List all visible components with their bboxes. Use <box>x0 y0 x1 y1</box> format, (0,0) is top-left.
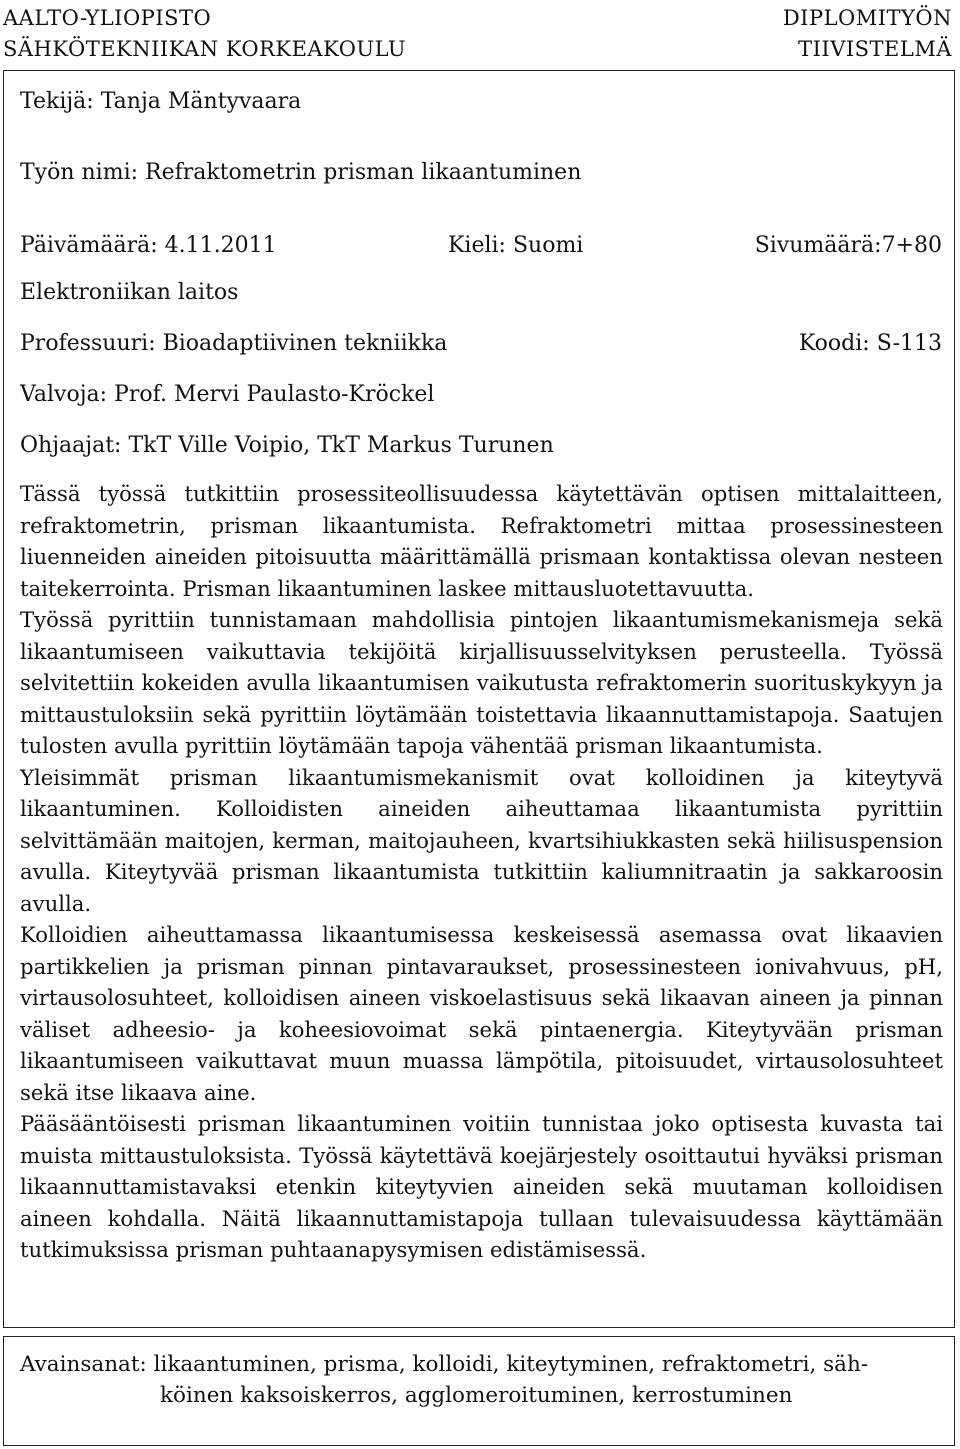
abstract-paragraph: Kolloidien aiheuttamassa likaantumisessa keskeisessä asemassa ovat likaavien partikkelien ja prisman pinnan pintavaraukset, prosessinesteen ionivahvuus, pH, virtausolosuhteet, kolloidisen aineen viskoelastisuus sekä likaavan aineen ja pinnan väliset adheesio- ja koheesiovoimat sekä pintaenergia. Kiteytyvään prisman likaantumiseen vaikuttavat muun muassa lämpötila, pitoisuudet, virtausolosuhteet sekä itse likaava aine. <box>20 922 943 1105</box>
title-field: Työn nimi: Refraktometrin prisman likaantuminen <box>20 160 582 185</box>
university-name: AALTO-YLIOPISTO <box>3 6 212 30</box>
professorship-code-row <box>20 329 942 359</box>
instructors-field: Ohjaajat: TkT Ville Voipio, TkT Markus Turunen <box>20 433 554 458</box>
school-name: SÄHKÖTEKNIIKAN KORKEAKOULU <box>3 37 407 61</box>
professorship-field: Professuuri: Bioadaptiivinen tekniikka <box>20 331 448 356</box>
abstract-paragraph: Työssä pyrittiin tunnistamaan mahdollisia pintojen likaantumismekanismeja sekä likaantumiseen vaikuttavia tekijöitä kirjallisuusselvityksen perusteella. Työssä selvitettiin kokeiden avulla likaantumisen vaikutusta refraktomerin suorituskykyyn ja mittaustuloksiin sekä pyrittiin löytämään toistettavia likaannuttamistapoja. Saatujen tulosten avulla pyrittiin löytämään tapoja vähentää prisman likaantumista. <box>20 607 943 758</box>
abstract-text <box>20 478 943 1266</box>
university-header <box>3 3 406 65</box>
department-field: Elektroniikan laitos <box>20 280 239 305</box>
date-field: Päivämäärä: 4.11.2011 <box>20 233 277 258</box>
document-type-line1: DIPLOMITYÖN <box>782 6 952 30</box>
document-type-header <box>783 3 952 65</box>
date-language-pages-row <box>20 231 942 261</box>
abstract-paragraph: Tässä työssä tutkittiin prosessiteollisuudessa käytettävän optisen mittalaitteen, refraktometrin, prisman likaantumista. Refraktometri mittaa prosessinesteen liuenneiden aineiden pitoisuutta määrittämällä prismaan kontaktissa olevan nesteen taitekerrointa. Prisman likaantuminen laskee mittausluotettavuutta. <box>20 481 943 601</box>
language-field: Kieli: Suomi <box>447 233 584 258</box>
keywords-box <box>3 1336 955 1446</box>
code-field: Koodi: S-113 <box>798 331 942 356</box>
keywords <box>20 1349 920 1411</box>
keywords-line2: köinen kaksoiskerros, agglomeroituminen, kerrostuminen <box>160 1383 793 1408</box>
author-field: Tekijä: Tanja Mäntyvaara <box>20 89 302 114</box>
keywords-line1: Avainsanat: likaantuminen, prisma, kolloidi, kiteytyminen, refraktometri, säh- <box>20 1352 869 1377</box>
pages-field: Sivumäärä:7+80 <box>754 233 942 258</box>
abstract-paragraph: Pääsääntöisesti prisman likaantuminen voitiin tunnistaa joko optisesta kuvasta tai muista mittaustuloksista. Työssä käytettävä koejärjestely osoittautui hyväksi prisman likaannuttamistavaksi etenkin kiteytyvien aineiden sekä muutaman kolloidisen aineen kohdalla. Näitä likaannuttamistapoja tullaan tulevaisuudessa käyttämään tutkimuksissa prisman puhtaanapysymisen edistämisessä. <box>20 1111 943 1262</box>
supervisor-field: Valvoja: Prof. Mervi Paulasto-Kröckel <box>20 382 435 407</box>
abstract-paragraph: Yleisimmät prisman likaantumismekanismit ovat kolloidinen ja kiteytyvä likaantuminen. Kolloidisten aineiden aiheuttamaa likaantumista pyrittiin selvittämään maitojen, kerman, maitojauheen, kvartsihiukkasten sekä hiilisuspension avulla. Kiteytyvää prisman likaantumista tutkittiin kaliumnitraatin ja sakkaroosin avulla. <box>20 764 943 916</box>
document-type-line2: TIIVISTELMÄ <box>798 37 952 61</box>
abstract-box <box>3 70 955 1328</box>
